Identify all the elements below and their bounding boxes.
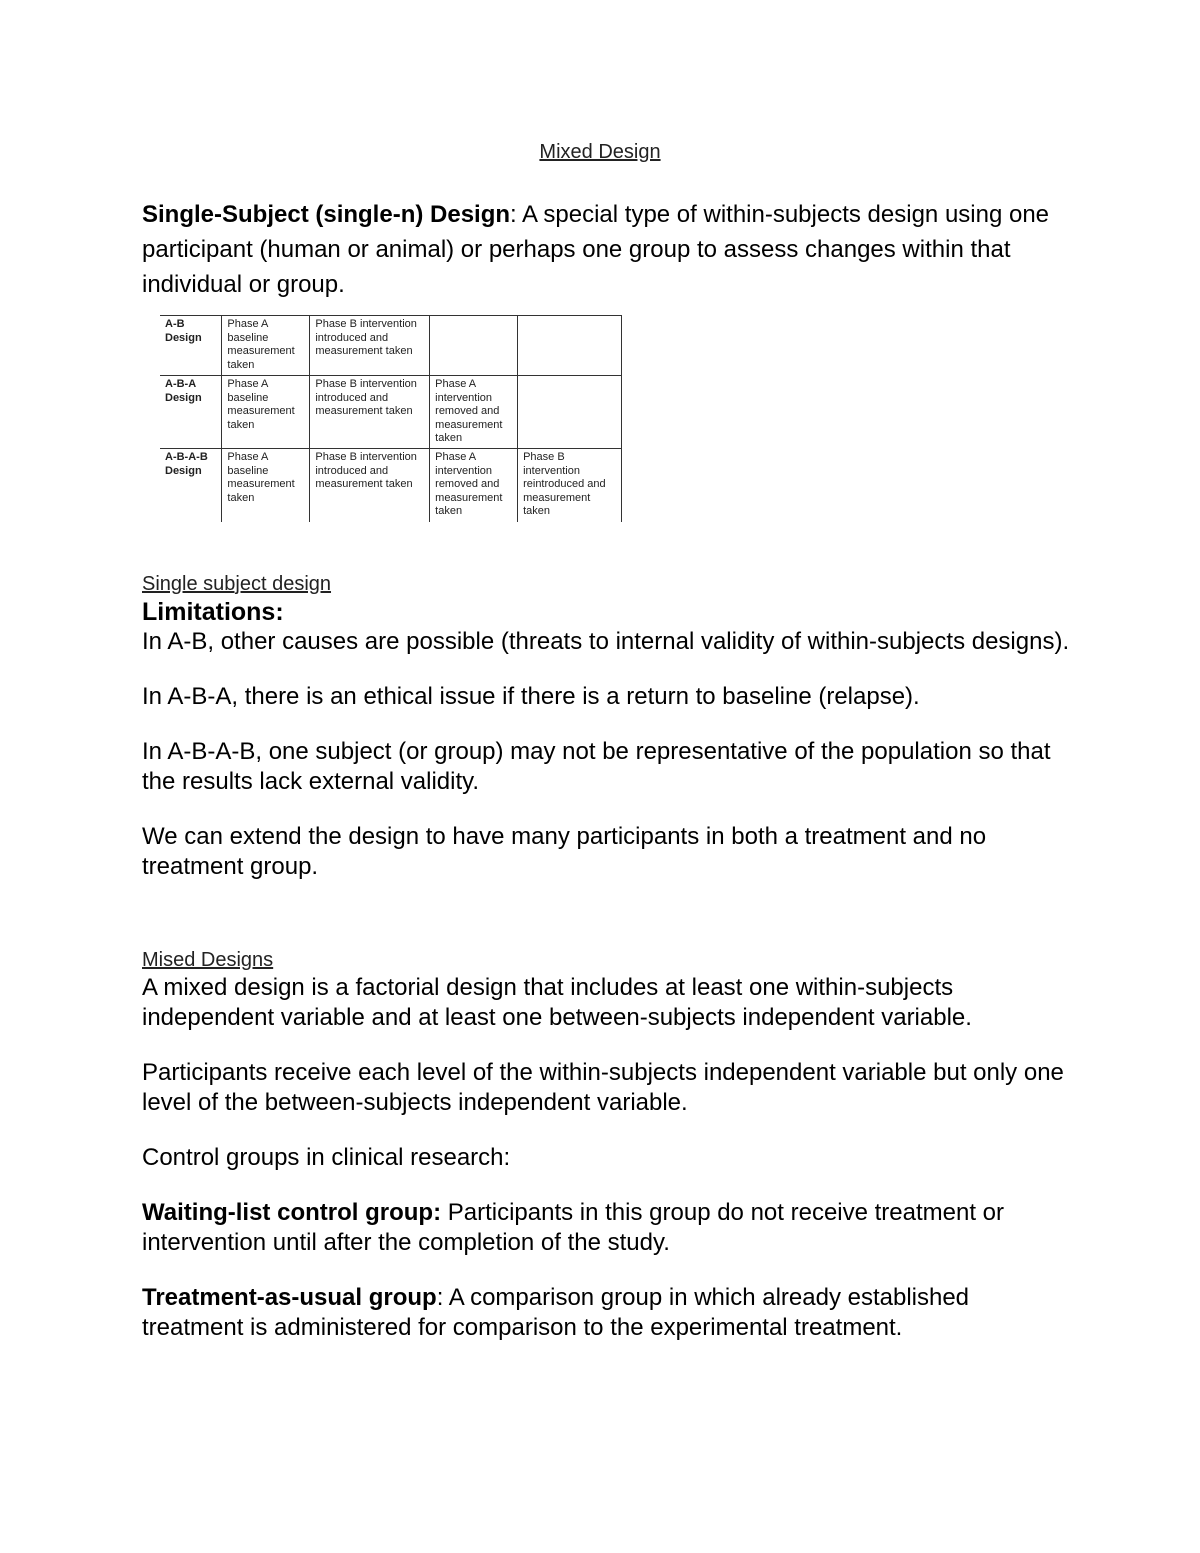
treatment-as-usual-definition: : A comparison group in which already established treatment is administered for comparison to the experimental treatment. — [142, 1284, 970, 1341]
table-cell: Phase A baseline measurement taken — [222, 376, 310, 449]
limitation-ab: In A-B, other causes are possible (threats to internal validity of within-subjects designs). — [142, 628, 1070, 655]
phase-designs-table — [160, 315, 622, 522]
section-mixed-designs — [142, 947, 1072, 1343]
waiting-list-definition: Participants in this group do not receive treatment or intervention until after the completion of the study. — [142, 1199, 1005, 1256]
row-label: A-B Design — [160, 316, 222, 376]
table-cell: Phase A intervention removed and measurement taken — [430, 376, 518, 449]
extend-design-paragraph: We can extend the design to have many participants in both a treatment and no treatment group. — [142, 823, 987, 880]
table-cell — [518, 376, 622, 449]
page-title: Mixed Design — [539, 141, 661, 163]
limitation-aba: In A-B-A, there is an ethical issue if there is a return to baseline (relapse). — [142, 683, 920, 710]
intro-definition: : A special type of within-subjects design using one participant (human or animal) or perhaps one group to assess changes within that individual or group. — [142, 201, 1050, 298]
table-cell: Phase A baseline measurement taken — [222, 449, 310, 522]
intro-term: Single-Subject (single-n) Design — [142, 201, 511, 228]
row-label: A-B-A Design — [160, 376, 222, 449]
table-cell — [518, 316, 622, 376]
table-row — [160, 449, 622, 522]
table-cell: Phase A intervention removed and measurement taken — [430, 449, 518, 522]
limitations-heading: Limitations: — [142, 598, 284, 626]
participants-paragraph: Participants receive each level of the within-subjects independent variable but only one level of the between-subjects independent variable. — [142, 1059, 1064, 1116]
table-row — [160, 316, 622, 376]
table-cell: Phase B intervention introduced and measurement taken — [310, 316, 430, 376]
table-row — [160, 376, 622, 449]
table-cell: Phase B intervention introduced and measurement taken — [310, 376, 430, 449]
waiting-list-paragraph — [142, 1198, 1072, 1258]
table-cell — [430, 316, 518, 376]
section-link-mixed-designs[interactable]: Mised Designs — [142, 949, 274, 971]
control-groups-paragraph: Control groups in clinical research: — [142, 1144, 511, 1171]
treatment-as-usual-term: Treatment-as-usual group — [142, 1284, 437, 1311]
treatment-as-usual-paragraph — [142, 1283, 1072, 1343]
waiting-list-term: Waiting-list control group: — [142, 1199, 442, 1226]
table-cell: Phase A baseline measurement taken — [222, 316, 310, 376]
section-single-subject — [142, 571, 1072, 882]
row-label: A-B-A-B Design — [160, 449, 222, 522]
mixed-design-definition: A mixed design is a factorial design that includes at least one within-subjects independent variable and at least one between-subjects independent variable. — [142, 974, 972, 1031]
limitation-abab: In A-B-A-B, one subject (or group) may not be representative of the population so that the results lack external validity. — [142, 738, 1051, 795]
section-link-single-subject[interactable]: Single subject design — [142, 573, 332, 595]
intro-paragraph — [142, 197, 1072, 302]
table-cell: Phase B intervention reintroduced and measurement taken — [518, 449, 622, 522]
table-cell: Phase B intervention introduced and measurement taken — [310, 449, 430, 522]
